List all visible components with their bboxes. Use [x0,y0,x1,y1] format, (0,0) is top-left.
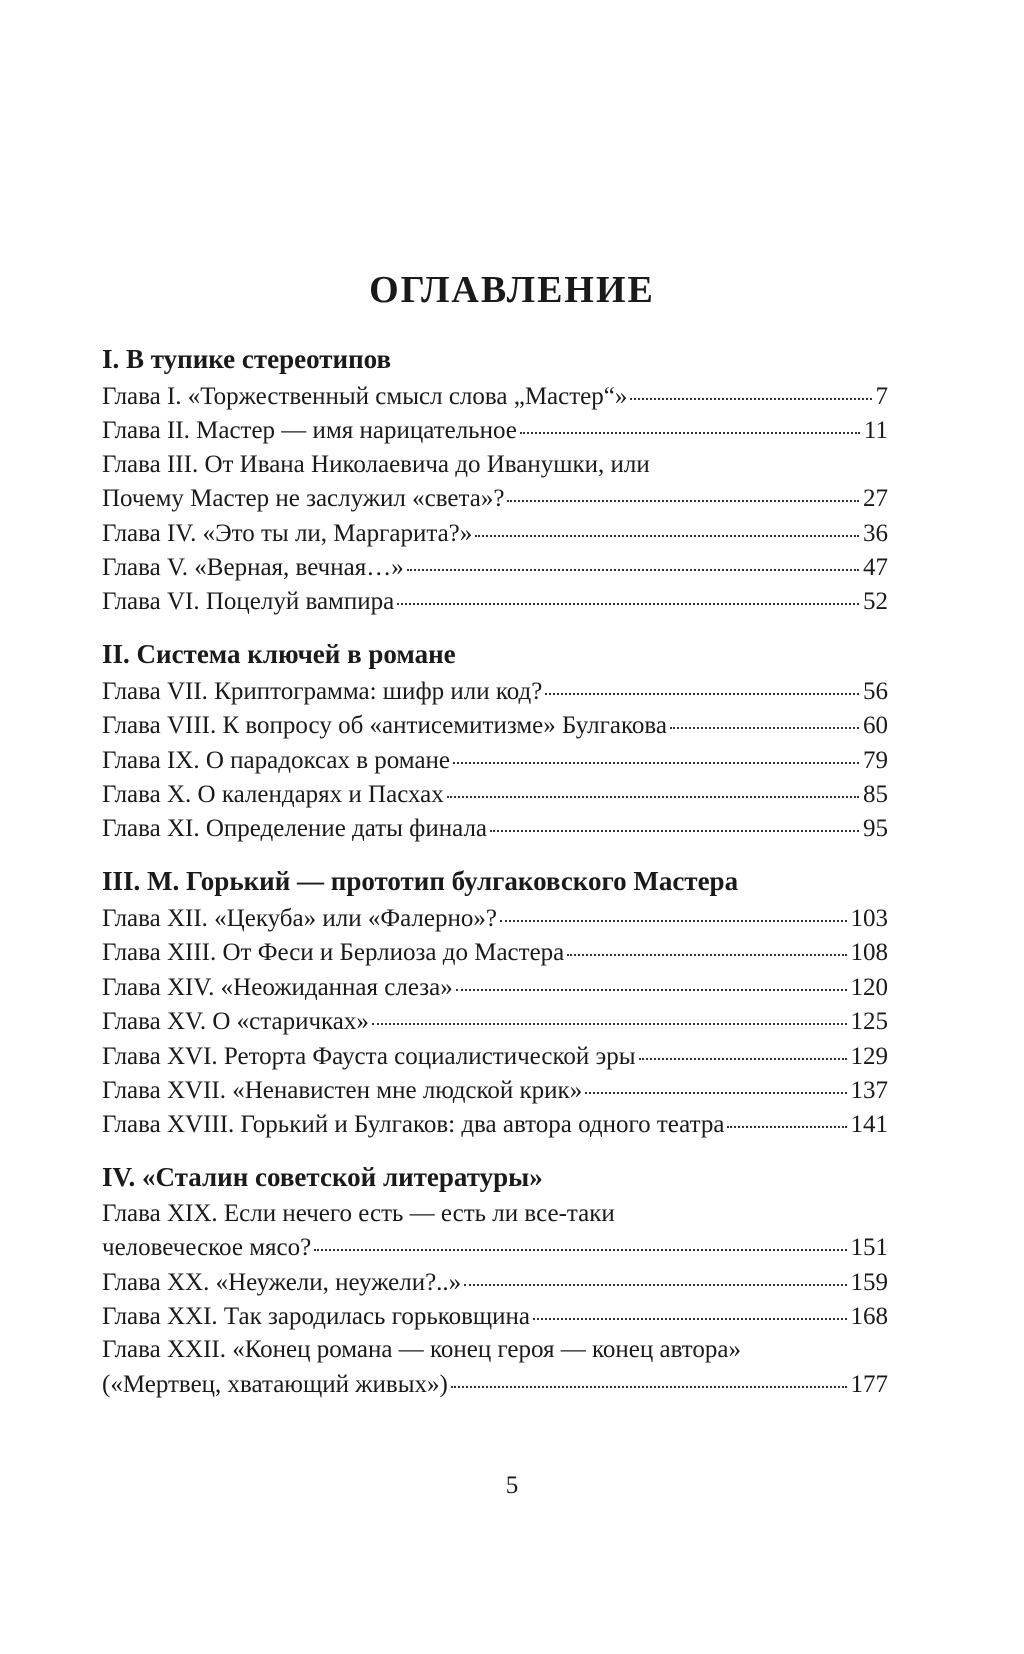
entry-page-number: 27 [863,485,888,513]
toc-entry[interactable] [102,811,888,845]
entry-row [102,516,888,550]
entry-title: Глава I. «Торжественный смысл слова „Мастер“» [102,383,628,410]
entry-title: Глава XIII. От Феси и Берлиоза до Мастера [102,939,565,967]
dot-leader [397,584,859,609]
toc-entry[interactable] [102,413,888,447]
dot-leader [585,1073,846,1098]
entry-page-number: 108 [850,939,888,967]
toc-section [102,863,888,1142]
entry-title: Глава V. «Верная, вечная…» [102,554,404,582]
entry-title-line: Глава XIX. Если нечего есть — есть ли все-таки [102,1199,615,1227]
entry-row [102,708,888,742]
entry-row [102,481,888,515]
toc-entry[interactable] [102,379,888,413]
entry-title: Глава XVI. Реторта Фауста социалистической эры [102,1042,636,1070]
entry-title: Глава XX. «Неужели, неужели?..» [102,1268,462,1296]
entry-page-number: 159 [850,1268,888,1296]
dot-leader [533,1299,846,1324]
entry-row [102,1367,888,1401]
entry-page-number: 125 [850,1008,888,1036]
entry-page-number: 56 [863,677,888,705]
dot-leader [507,481,859,506]
dot-leader [456,970,847,995]
toc-entry[interactable] [102,516,888,550]
entry-row [102,1265,888,1299]
entry-title: Глава VI. Поцелуй вампира [102,588,395,616]
entry-page-number: 151 [850,1234,888,1262]
table-of-contents [102,341,888,1401]
dot-leader [490,811,859,836]
toc-entry[interactable] [102,1197,888,1265]
entry-title-line: Глава XXII. «Конец романа — конец героя — конец автора» [102,1336,741,1364]
entry-row [102,584,888,618]
toc-entry[interactable] [102,1039,888,1073]
toc-section [102,341,888,619]
entry-title: Глава XVIII. Горький и Булгаков: два автора одного театра [102,1111,725,1139]
dot-leader [475,516,859,541]
entry-row [102,1073,888,1107]
entry-row [102,970,888,1004]
entry-page-number: 137 [850,1076,888,1104]
dot-leader [500,901,847,926]
dot-leader [407,550,859,575]
entry-row [102,1230,888,1264]
dot-leader [639,1039,847,1064]
toc-entry[interactable] [102,970,888,1004]
toc-entry[interactable] [102,935,888,969]
entry-page-number: 79 [863,746,888,774]
toc-section [102,636,888,846]
entry-row [102,1299,888,1333]
toc-entry[interactable] [102,1107,888,1141]
dot-leader [670,708,859,733]
dot-leader [314,1230,846,1255]
toc-entry[interactable] [102,743,888,777]
entry-title: человеческое мясо? [102,1234,312,1262]
entry-row [102,550,888,584]
toc-entry[interactable] [102,1299,888,1333]
entry-page-number: 60 [863,712,888,740]
entry-title: Глава IV. «Это ты ли, Маргарита?» [102,519,473,547]
entry-title: Глава VII. Криптограмма: шифр или код? [102,677,543,705]
dot-leader [453,743,859,768]
entry-title: Глава XIV. «Неожиданная слеза» [102,973,453,1001]
toc-entry[interactable] [102,901,888,935]
entry-row [102,935,888,969]
section-title: II. Система ключей в романе [102,638,456,669]
entry-row [102,379,888,413]
entry-page-number: 47 [863,554,888,582]
entry-page-number: 52 [863,588,888,616]
entry-title: Почему Мастер не заслужил «света»? [102,485,505,513]
entry-row [102,1107,888,1141]
entry-page-number: 129 [850,1042,888,1070]
entry-row [102,1004,888,1038]
entry-page-number: 120 [850,973,888,1001]
entry-row [102,811,888,845]
entry-row [102,743,888,777]
entry-page-number: 168 [850,1302,888,1330]
section-title: III. М. Горький — прототип булгаковского Мастера [102,865,739,896]
entry-title: Глава II. Мастер — имя нарицательное [102,417,517,445]
dot-leader [727,1107,846,1132]
toc-entry[interactable] [102,1265,888,1299]
entry-title: Глава XV. О «старичках» [102,1008,369,1036]
dot-leader [464,1265,846,1290]
entry-title: Глава XVII. «Ненавистен мне людской крик» [102,1076,583,1104]
toc-entry[interactable] [102,777,888,811]
entry-title: Глава XXI. Так зародилась горьковщина [102,1302,531,1330]
toc-entry[interactable] [102,1004,888,1038]
toc-entry[interactable] [102,1073,888,1107]
section-title: I. В тупике стереотипов [102,344,392,374]
entry-title: Глава XII. «Цекуба» или «Фалерно»? [102,904,497,932]
entry-title: («Мертвец, хватающий живых») [102,1370,448,1398]
toc-entry[interactable] [102,584,888,618]
entry-row [102,674,888,708]
entry-title: Глава VIII. К вопросу об «антисемитизме» Булгакова [102,712,667,740]
toc-entry[interactable] [102,1333,888,1401]
entry-title: Глава IX. О парадоксах в романе [102,746,451,774]
page-number: 5 [505,1472,519,1499]
page-title: ОГЛАВЛЕНИЕ [369,269,655,311]
entry-title: Глава XI. Определение даты финала [102,815,488,843]
dot-leader [447,777,859,802]
toc-entry[interactable] [102,674,888,708]
entry-page-number: 95 [863,815,888,843]
entry-row [102,777,888,811]
dot-leader [630,379,871,404]
toc-section [102,1159,888,1401]
entry-row [102,901,888,935]
section-title: IV. «Сталин советской литературы» [102,1161,543,1192]
dot-leader [372,1004,847,1029]
entry-title: Глава X. О календарях и Пасхах [102,781,444,809]
toc-entry[interactable] [102,448,888,516]
dot-leader [451,1367,847,1392]
entry-page-number: 177 [850,1370,888,1398]
entry-page-number: 36 [863,519,888,547]
dot-leader [520,413,860,438]
entry-page-number: 85 [863,781,888,809]
entry-page-number: 103 [850,904,888,932]
entry-row [102,1039,888,1073]
entry-row [102,413,888,447]
dot-leader [545,674,859,699]
dot-leader [567,935,846,960]
entry-page-number: 11 [863,417,888,445]
entry-page-number: 7 [875,383,888,410]
toc-entry[interactable] [102,550,888,584]
entry-page-number: 141 [850,1111,888,1139]
entry-title-line: Глава III. От Ивана Николаевича до Иванушки, или [102,450,650,478]
toc-entry[interactable] [102,708,888,742]
